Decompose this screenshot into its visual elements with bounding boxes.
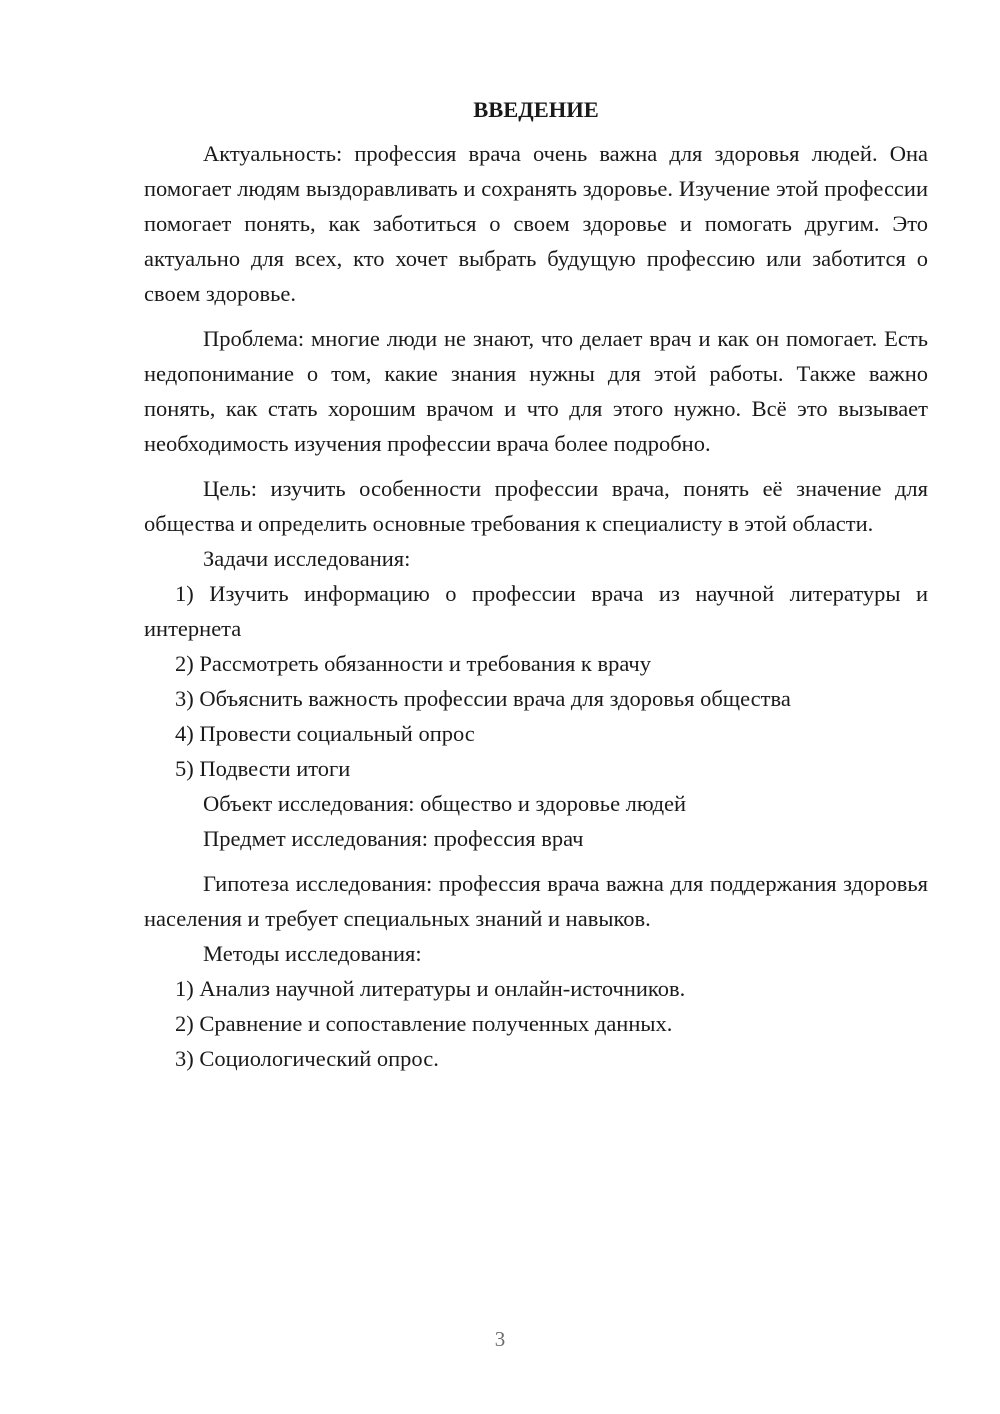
hypothesis-paragraph: Гипотеза исследования: профессия врача важна для поддержания здоровья населения и требует специальных знаний и навыков. (144, 871, 928, 931)
method-item: 3) Социологический опрос. (175, 1046, 439, 1071)
method-item: 2) Сравнение и сопоставление полученных данных. (175, 1011, 673, 1036)
task-item: 5) Подвести итоги (175, 756, 351, 781)
relevance-paragraph: Актуальность: профессия врача очень важна для здоровья людей. Она помогает людям выздоравливать и сохранять здоровье. Изучение этой профессии помогает понять, как заботиться о своем здоровье и помогать другим. Это актуально для всех, кто хочет выбрать будущую профессию или заботится о своем здоровье. (144, 141, 928, 306)
methods-label: Методы исследования: (203, 941, 422, 966)
subject-line: Предмет исследования: профессия врач (203, 826, 584, 851)
goal-paragraph: Цель: изучить особенности профессии врача, понять её значение для общества и определить основные требования к специалисту в этой области. (144, 476, 928, 536)
document-page (144, 92, 928, 1076)
object-line: Объект исследования: общество и здоровье людей (203, 791, 687, 816)
page-number: 3 (494, 1327, 506, 1351)
task-item: 1) Изучить информацию о профессии врача из научной литературы и интернета (144, 581, 928, 641)
heading: ВВЕДЕНИЕ (473, 97, 599, 122)
tasks-label: Задачи исследования: (203, 546, 411, 571)
task-item: 4) Провести социальный опрос (175, 721, 475, 746)
task-item: 2) Рассмотреть обязанности и требования к врачу (175, 651, 651, 676)
task-item: 3) Объяснить важность профессии врача для здоровья общества (175, 686, 791, 711)
method-item: 1) Анализ научной литературы и онлайн-источников. (175, 976, 686, 1001)
problem-paragraph: Проблема: многие люди не знают, что делает врач и как он помогает. Есть недопонимание о том, какие знания нужны для этой работы. Также важно понять, как стать хорошим врачом и что для этого нужно. Всё это вызывает необходимость изучения профессии врача более подробно. (144, 326, 928, 456)
